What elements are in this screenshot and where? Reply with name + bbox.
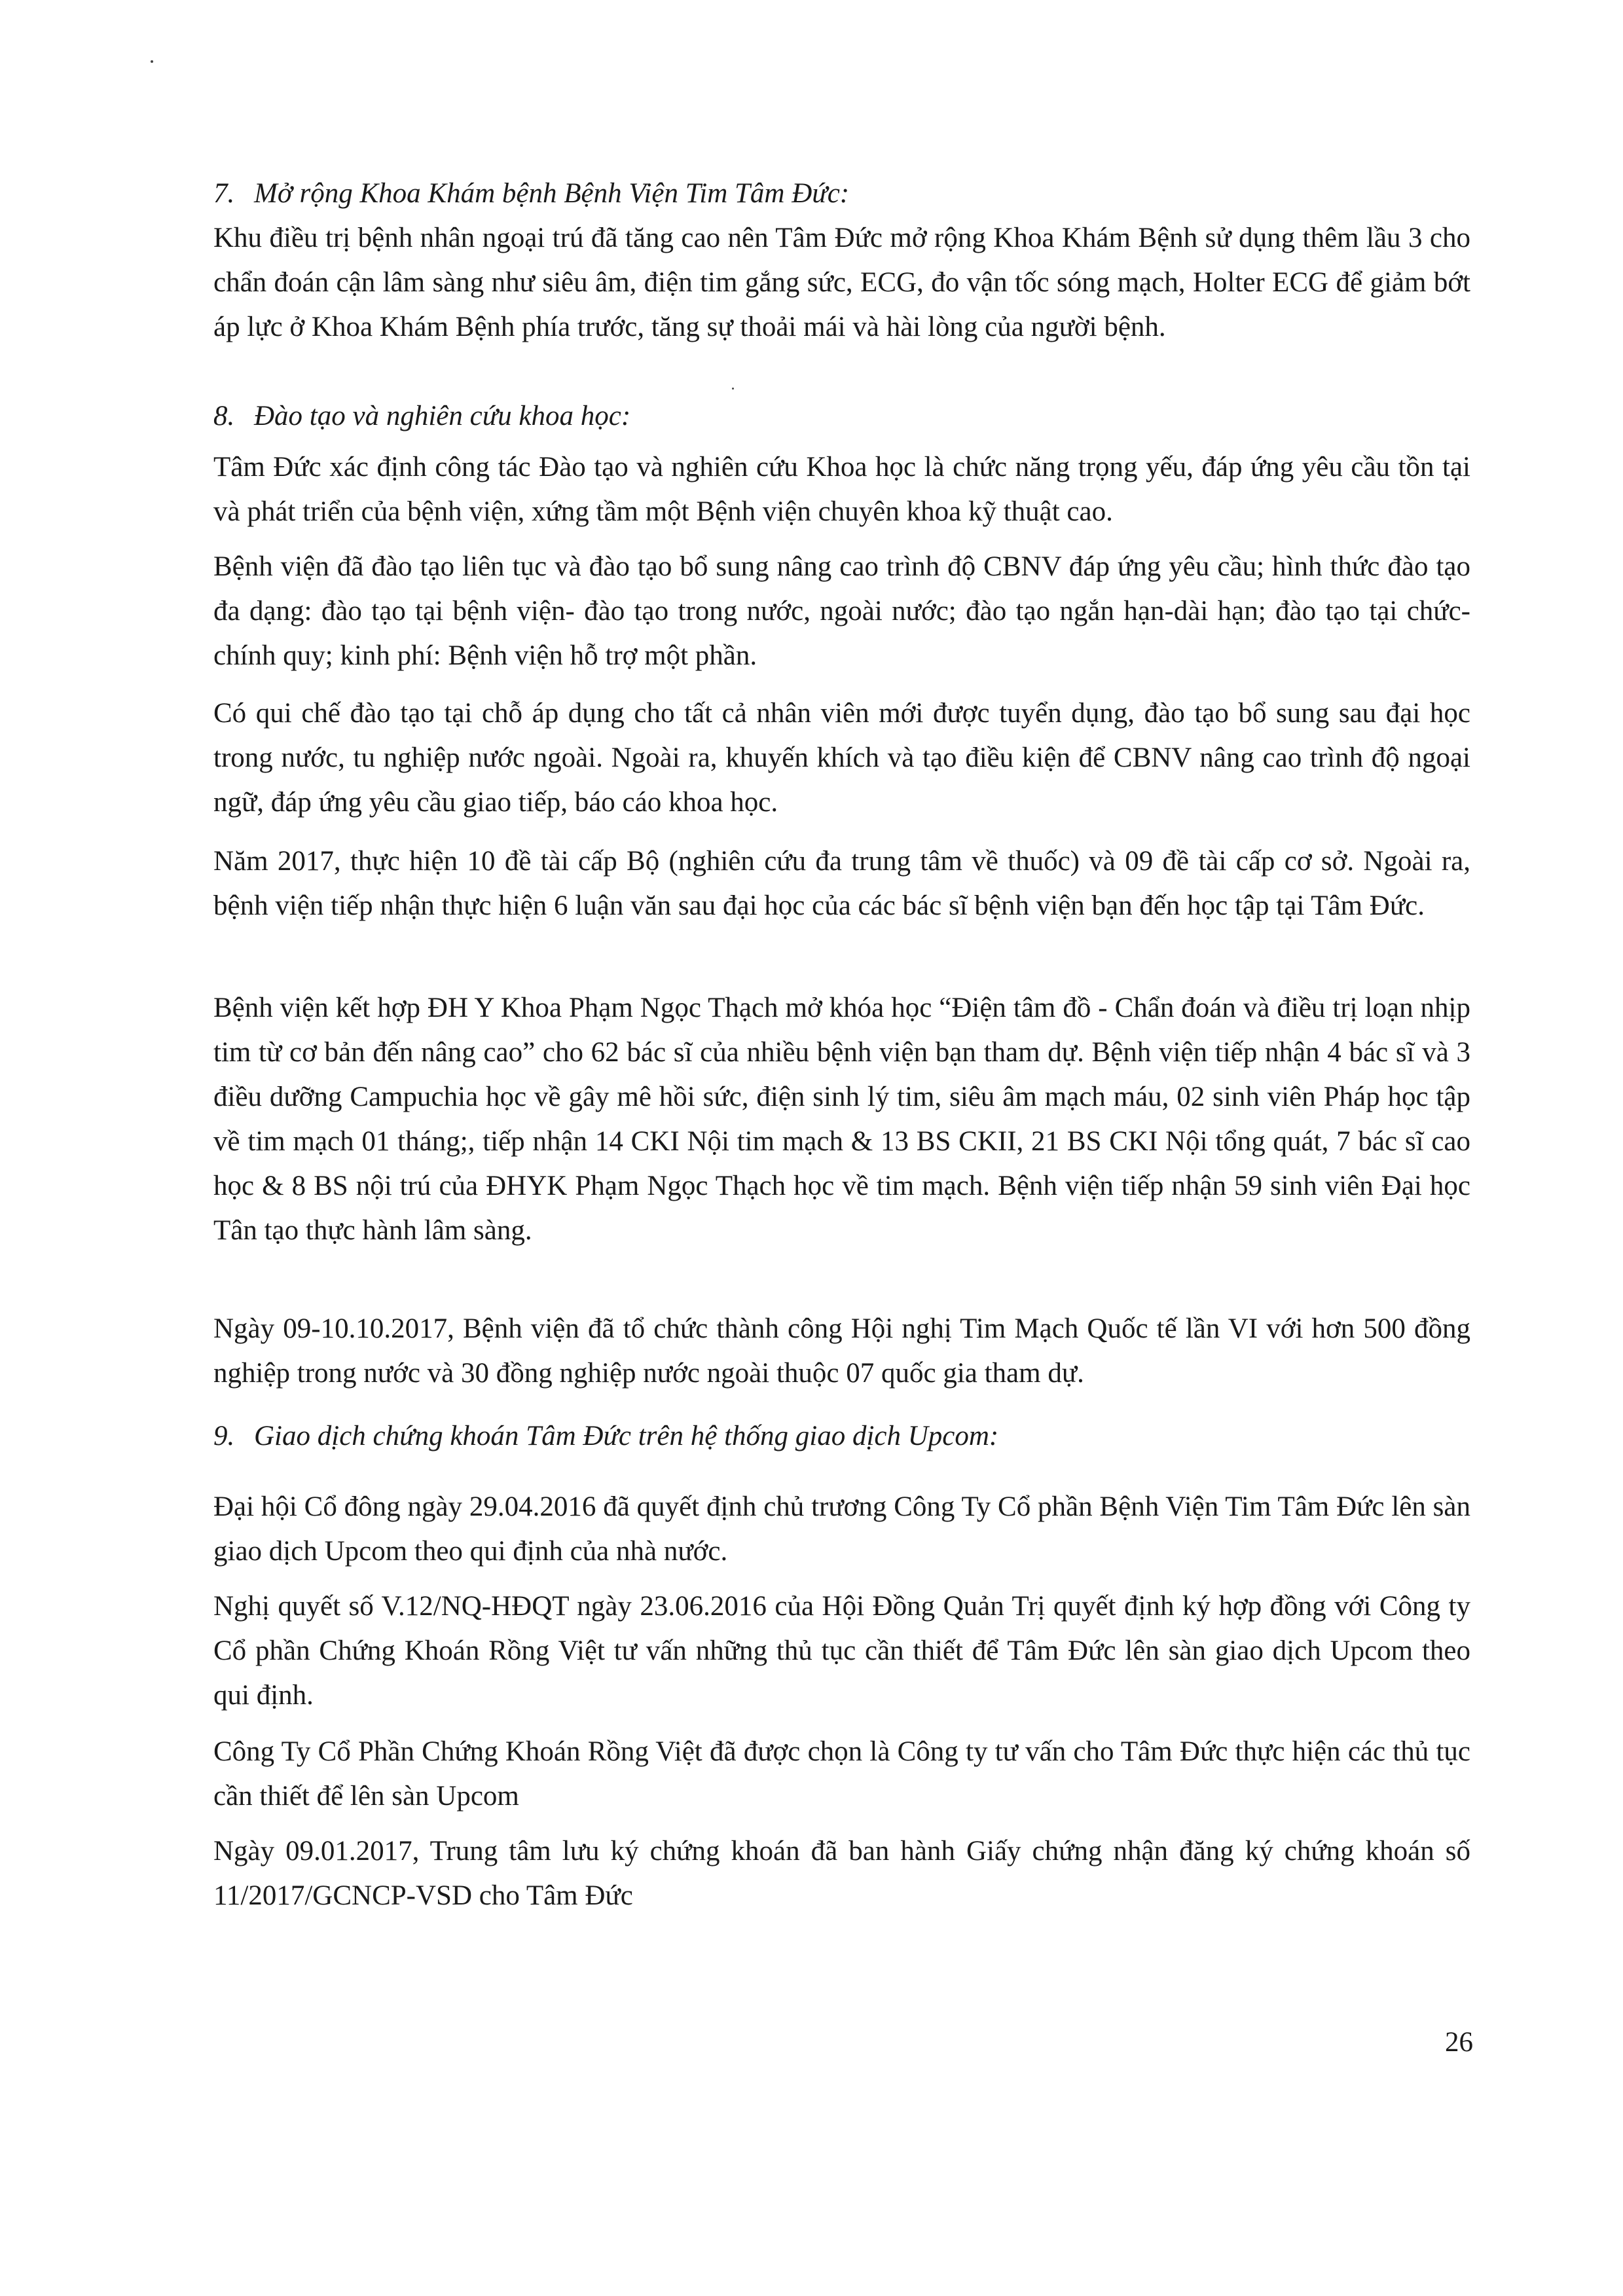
paragraph: Đại hội Cổ đông ngày 29.04.2016 đã quyết định chủ trương Công Ty Cổ phần Bệnh Viện Tim Tâm Đức lên sàn giao dịch Upcom theo qui định của nhà nước.	[213, 1491, 1470, 1567]
paragraph: Bệnh viện kết hợp ĐH Y Khoa Phạm Ngọc Thạch mở khóa học “Điện tâm đồ - Chẩn đoán và điều trị loạn nhịp tim từ cơ bản đến nâng cao” cho 62 bác sĩ của nhiều bệnh viện bạn tham dự. Bệnh viện tiếp nhận 4 bác sĩ và 3 điều dưỡng Campuchia học về gây mê hồi sức, điện sinh lý tim, siêu âm mạch máu, 02 sinh viên Pháp học tập về tim mạch 01 tháng;, tiếp nhận 14 CKI Nội tim mạch & 13 BS CKII, 21 BS CKI Nội tổng quát, 7 bác sĩ cao học & 8 BS nội trú của ĐHYK Phạm Ngọc Thạch học về tim mạch. Bệnh viện tiếp nhận 59 sinh viên Đại học Tân tạo thực hành lâm sàng.	[213, 993, 1470, 1246]
paragraph: Ngày 09.01.2017, Trung tâm lưu ký chứng khoán đã ban hành Giấy chứng nhận đăng ký chứng khoán số 11/2017/GCNCP-VSD cho Tâm Đức	[213, 1836, 1470, 1911]
paragraph: Ngày 09-10.10.2017, Bệnh viện đã tổ chức thành công Hội nghị Tim Mạch Quốc tế lần VI với hơn 500 đồng nghiệp trong nước và 30 đồng nghiệp nước ngoài thuộc 07 quốc gia tham dự.	[213, 1313, 1470, 1389]
page-number: 26	[1445, 2027, 1473, 2058]
paragraph: Khu điều trị bệnh nhân ngoại trú đã tăng cao nên Tâm Đức mở rộng Khoa Khám Bệnh sử dụng thêm lầu 3 cho chẩn đoán cận lâm sàng như siêu âm, điện tim gắng sức, ECG, đo vận tốc sóng mạch, Holter ECG để giảm bớt áp lực ở Khoa Khám Bệnh phía trước, tăng sự thoải mái và hài lòng của người bệnh.	[213, 223, 1470, 342]
paragraph: Năm 2017, thực hiện 10 đề tài cấp Bộ (nghiên cứu đa trung tâm về thuốc) và 09 đề tài cấp cơ sở. Ngoài ra, bệnh viện tiếp nhận thực hiện 6 luận văn sau đại học của các bác sĩ bệnh viện bạn đến học tập tại Tâm Đức.	[213, 846, 1470, 921]
paragraph: Tâm Đức xác định công tác Đào tạo và nghiên cứu Khoa học là chức năng trọng yếu, đáp ứng yêu cầu tồn tại và phát triển của bệnh viện, xứng tầm một Bệnh viện chuyên khoa kỹ thuật cao.	[213, 452, 1470, 527]
paragraph: Công Ty Cổ Phần Chứng Khoán Rồng Việt đã được chọn là Công ty tư vấn cho Tâm Đức thực hiện các thủ tục cần thiết để lên sàn Upcom	[213, 1736, 1470, 1812]
paragraph: Nghị quyết số V.12/NQ-HĐQT ngày 23.06.2016 của Hội Đồng Quản Trị quyết định ký hợp đồng với Công ty Cổ phần Chứng Khoán Rồng Việt tư vấn những thủ tục cần thiết để Tâm Đức lên sàn giao dịch Upcom theo qui định.	[213, 1591, 1470, 1711]
paragraph: Có qui chế đào tạo tại chỗ áp dụng cho tất cả nhân viên mới được tuyển dụng, đào tạo bổ sung sau đại học trong nước, tu nghiệp nước ngoài. Ngoài ra, khuyến khích và tạo điều kiện để CBNV nâng cao trình độ ngoại ngữ, đáp ứng yêu cầu giao tiếp, báo cáo khoa học.	[213, 698, 1470, 818]
section-heading-8: 8. Đào tạo và nghiên cứu khoa học:	[213, 401, 631, 431]
scan-speck	[151, 60, 153, 63]
scan-speck	[732, 388, 734, 390]
section-heading-9: 9. Giao dịch chứng khoán Tâm Đức trên hệ thống giao dịch Upcom:	[213, 1421, 999, 1451]
paragraph: Bệnh viện đã đào tạo liên tục và đào tạo bổ sung nâng cao trình độ CBNV đáp ứng yêu cầu; hình thức đào tạo đa dạng: đào tạo tại bệnh viện- đào tạo trong nước, ngoài nước; đào tạo ngắn hạn-dài hạn; đào tạo tại chức-chính quy; kinh phí: Bệnh viện hỗ trợ một phần.	[213, 551, 1470, 671]
section-heading-7: 7. Mở rộng Khoa Khám bệnh Bệnh Viện Tim Tâm Đức:	[213, 178, 850, 209]
